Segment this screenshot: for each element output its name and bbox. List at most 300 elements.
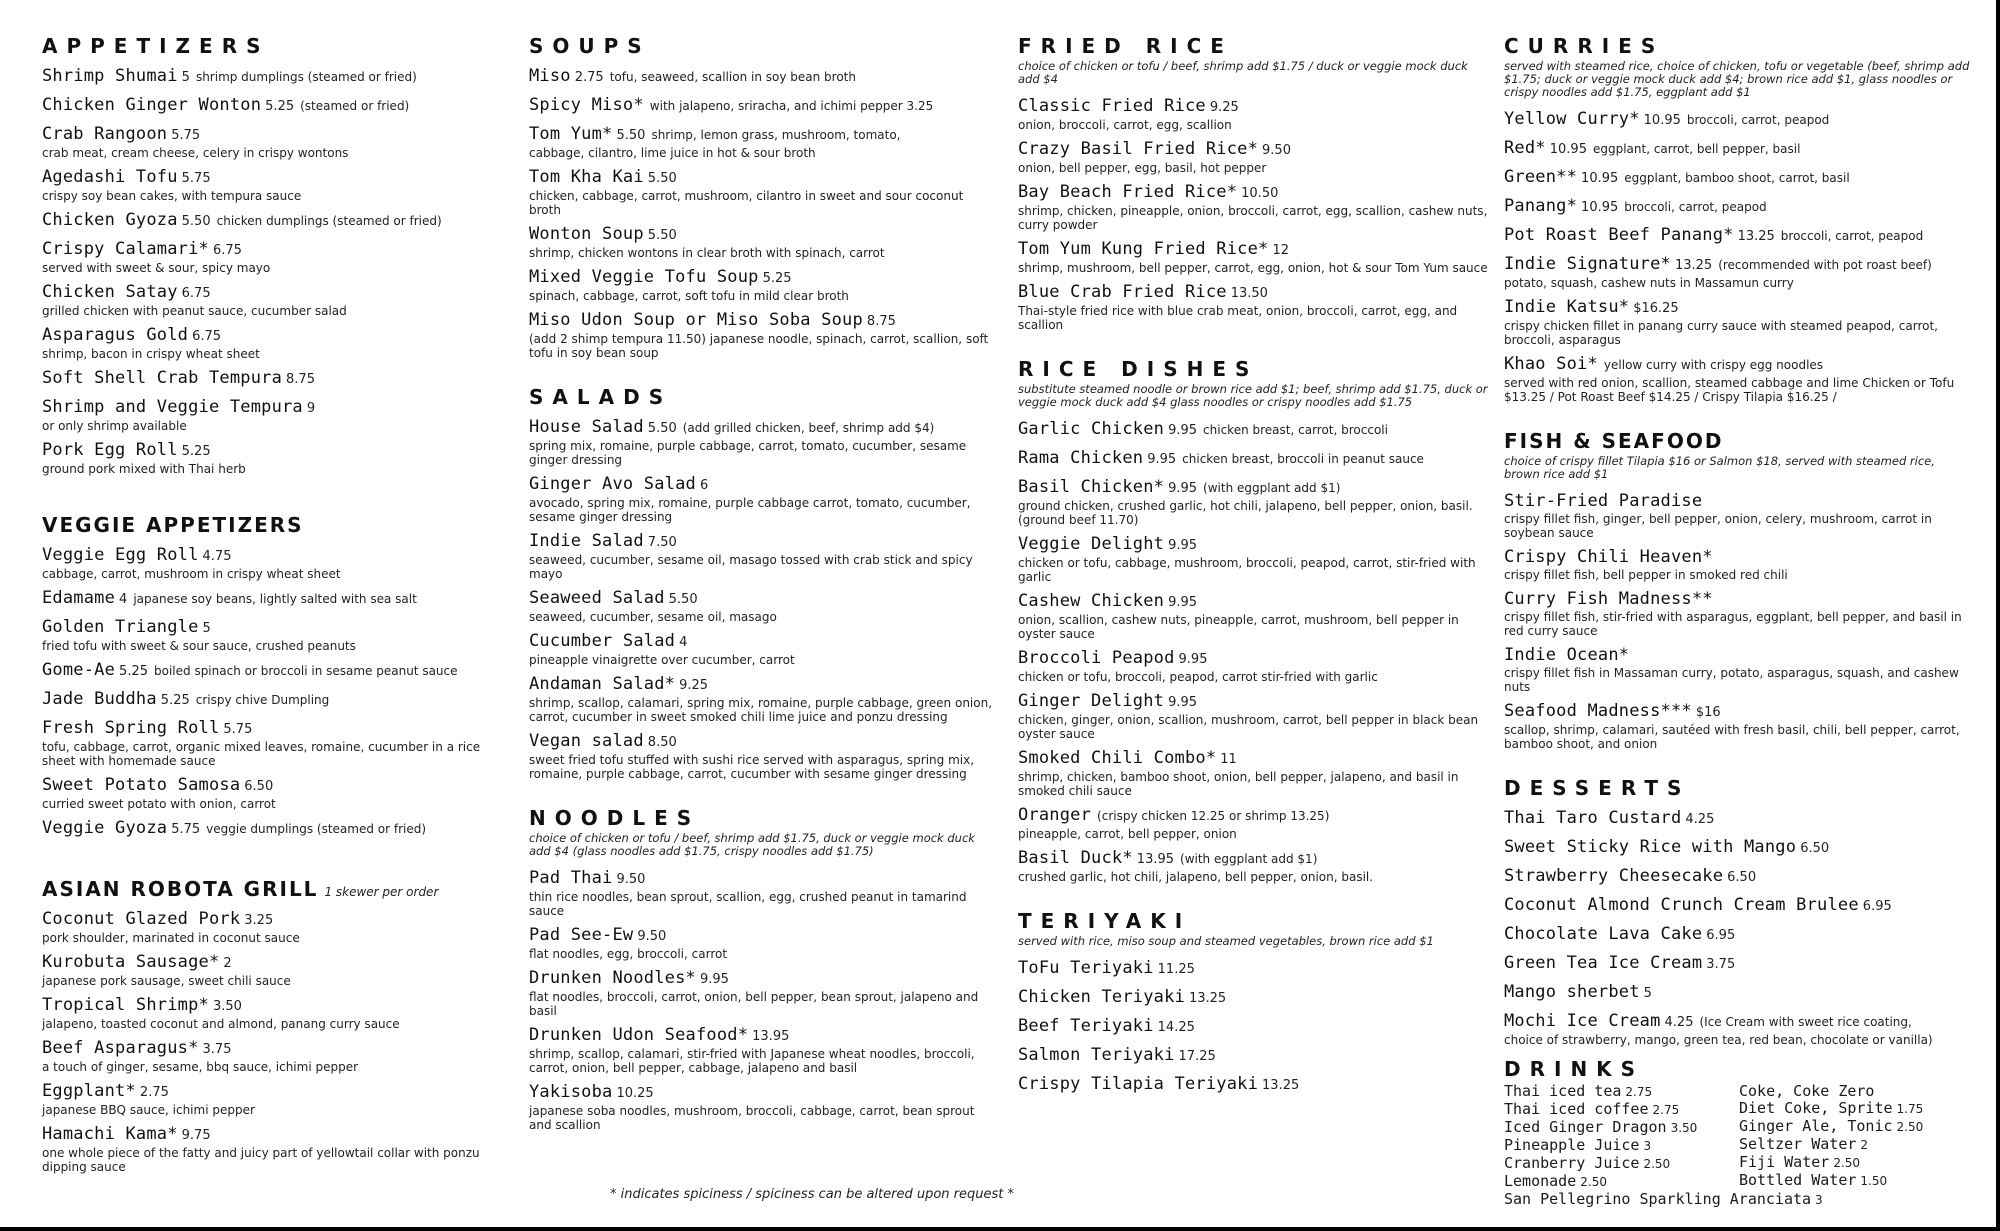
menu-item bbox=[1018, 691, 1488, 741]
menu-item bbox=[529, 95, 999, 117]
menu-item-price: 6.95 bbox=[1706, 928, 1736, 943]
drink-item bbox=[1739, 1100, 1974, 1118]
menu-item-description: crispy soy bean cakes, with tempura sauce bbox=[42, 189, 302, 203]
menu-item-name: Yellow Curry* bbox=[1504, 109, 1640, 129]
menu-item-price: 13.25 bbox=[1674, 258, 1713, 273]
menu-item-row bbox=[42, 660, 512, 682]
menu-item-row bbox=[1018, 448, 1488, 470]
section-title bbox=[529, 806, 999, 830]
menu-item-note: chicken dumplings (steamed or fried) bbox=[216, 214, 442, 228]
menu-item-row bbox=[42, 325, 512, 347]
menu-item-description: japanese pork sausage, sweet chili sauce bbox=[42, 974, 291, 988]
menu-item-price: 2 bbox=[223, 956, 232, 971]
menu-item-note: crispy chive Dumpling bbox=[195, 693, 330, 707]
menu-item-name: Wonton Soup bbox=[529, 224, 644, 244]
menu-item-row bbox=[42, 167, 512, 189]
menu-item bbox=[529, 66, 999, 88]
menu-item bbox=[1504, 924, 1974, 946]
section-title-text: VEGGIE APPETIZERS bbox=[42, 513, 304, 537]
menu-item-row bbox=[1018, 1016, 1488, 1038]
menu-item-row bbox=[1018, 1074, 1488, 1096]
menu-item-description: seaweed, cucumber, sesame oil, masago tossed with crab stick and spicy mayo bbox=[529, 553, 973, 581]
menu-item bbox=[1504, 491, 1974, 540]
menu-item-name: Indie Signature* bbox=[1504, 254, 1671, 274]
menu-item-name: Miso Udon Soup or Miso Soba Soup bbox=[529, 310, 863, 330]
menu-item-description: crab meat, cream cheese, celery in crispy wontons bbox=[42, 146, 349, 160]
menu-item-description: cabbage, carrot, mushroom in crispy wheat sheet bbox=[42, 567, 341, 581]
menu-item-price: 13.25 bbox=[1188, 991, 1227, 1006]
menu-item-price: 12 bbox=[1272, 243, 1289, 258]
menu-item-price: 5 bbox=[181, 70, 190, 85]
menu-item-price: 5.50 bbox=[181, 214, 211, 229]
menu-item-note: (Ice Cream with sweet rice coating, bbox=[1699, 1015, 1912, 1029]
menu-item-row bbox=[1018, 591, 1488, 613]
menu-item-price: 6.50 bbox=[1800, 841, 1830, 856]
menu-item bbox=[529, 310, 999, 360]
menu-item-row bbox=[529, 531, 999, 553]
menu-item-name: Seaweed Salad bbox=[529, 588, 665, 608]
menu-item-row bbox=[529, 968, 999, 990]
menu-section bbox=[1504, 429, 1974, 751]
menu-item-row bbox=[1504, 196, 1974, 218]
menu-item-note: veggie dumplings (steamed or fried) bbox=[206, 822, 427, 836]
menu-item-description: chicken or tofu, cabbage, mushroom, broccoli, peapod, carrot, stir-fried with garlic bbox=[1018, 556, 1476, 584]
menu-item-price: 8.75 bbox=[286, 372, 315, 387]
menu-item-description: japanese BBQ sauce, ichimi pepper bbox=[42, 1103, 255, 1117]
menu-item bbox=[1504, 589, 1974, 638]
menu-item-description: choice of strawberry, mango, green tea, red bean, chocolate or vanilla) bbox=[1504, 1033, 1933, 1047]
section-title-text: SALADS bbox=[529, 385, 673, 409]
menu-item-description: scallop, shrimp, calamari, sautéed with fresh basil, chili, bell pepper, carrot, bamboo shoot, and onion bbox=[1504, 723, 1960, 751]
menu-item-price: 13.25 bbox=[1262, 1078, 1300, 1093]
drink-price: 2.50 bbox=[1580, 1175, 1607, 1189]
menu-item-row bbox=[1018, 182, 1488, 204]
menu-item-row bbox=[1018, 1045, 1488, 1067]
menu-item-price: 9.95 bbox=[1168, 423, 1198, 438]
section-title bbox=[529, 385, 999, 409]
menu-item-name: Tropical Shrimp* bbox=[42, 995, 209, 1015]
menu-item-description: chicken, ginger, onion, scallion, mushroom, carrot, bell pepper in black bean oyster sauce bbox=[1018, 713, 1479, 741]
section-title-text: APPETIZERS bbox=[42, 34, 270, 58]
menu-item bbox=[1018, 534, 1488, 584]
menu-item-name: Beef Teriyaki bbox=[1018, 1016, 1154, 1036]
menu-item-price: 9.25 bbox=[679, 678, 709, 693]
menu-item-description: shrimp, mushroom, bell pepper, carrot, egg, onion, hot & sour Tom Yum sauce bbox=[1018, 261, 1488, 275]
menu-item-row bbox=[1018, 691, 1488, 713]
menu-item-row bbox=[1504, 138, 1974, 160]
section-note: substitute steamed noodle or brown rice add $1; beef, shrimp add $1.75, duck or veggie mock duck add $4 glass noodles or crispy noodles add $1.75 bbox=[1018, 382, 1488, 409]
menu-item bbox=[1018, 591, 1488, 641]
menu-item-row bbox=[1018, 648, 1488, 670]
menu-item-name: Seafood Madness*** bbox=[1504, 701, 1692, 721]
menu-item-name: Strawberry Cheesecake bbox=[1504, 866, 1724, 886]
menu-item-description: served with red onion, scallion, steamed cabbage and lime Chicken or Tofu $13.25 / Pot Roast Beef $14.25 / Crispy Tilapia $16.25 / bbox=[1504, 376, 1955, 404]
menu-item-row bbox=[529, 417, 999, 439]
menu-item-name: Gome-Ae bbox=[42, 660, 116, 680]
menu-item bbox=[42, 167, 512, 203]
menu-item-row bbox=[1504, 645, 1974, 666]
menu-section bbox=[42, 513, 512, 840]
menu-item-name: Veggie Delight bbox=[1018, 534, 1165, 554]
menu-item-description: (add 2 shimp tempura 11.50) japanese noodle, spinach, carrot, scallion, soft tofu in soy bean soup bbox=[529, 332, 989, 360]
menu-item-description: chicken, cabbage, carrot, mushroom, cilantro in sweet and sour coconut broth bbox=[529, 189, 964, 217]
menu-item-name: Curry Fish Madness** bbox=[1504, 589, 1713, 609]
menu-item bbox=[529, 1025, 999, 1075]
menu-section bbox=[1018, 357, 1488, 884]
section-title bbox=[1504, 1057, 1974, 1081]
menu-item-row bbox=[1504, 953, 1974, 975]
menu-item-row bbox=[42, 775, 512, 797]
menu-item-price: 10.50 bbox=[1241, 186, 1279, 201]
menu-item-price: $16.25 bbox=[1633, 301, 1679, 316]
menu-item bbox=[42, 210, 512, 232]
menu-item-row bbox=[529, 925, 999, 947]
menu-section bbox=[1504, 34, 1974, 404]
drink-price: 3.50 bbox=[1670, 1121, 1698, 1135]
drink-name: Coke, Coke Zero bbox=[1739, 1082, 1875, 1100]
menu-item bbox=[1504, 895, 1974, 917]
menu-item-price: 14.25 bbox=[1157, 1020, 1195, 1035]
menu-item-name: Classic Fried Rice bbox=[1018, 96, 1206, 116]
menu-item-description: shrimp, chicken wontons in clear broth with spinach, carrot bbox=[529, 246, 885, 260]
section-title-text: FISH & SEAFOOD bbox=[1504, 429, 1724, 453]
menu-item-note: shrimp dumplings (steamed or fried) bbox=[195, 70, 417, 84]
menu-item-name: Vegan salad bbox=[529, 731, 644, 751]
menu-item-row bbox=[42, 617, 512, 639]
menu-item-row bbox=[529, 224, 999, 246]
menu-item-price: 9 bbox=[306, 401, 316, 416]
menu-item-price: 9.50 bbox=[637, 929, 667, 944]
drink-item bbox=[1739, 1118, 1974, 1136]
menu-item bbox=[1504, 297, 1974, 347]
menu-item-price: 9.95 bbox=[1147, 452, 1177, 467]
menu-item bbox=[1018, 648, 1488, 684]
menu-item-row bbox=[529, 95, 999, 117]
section-title bbox=[42, 877, 512, 901]
drink-item bbox=[1504, 1119, 1739, 1137]
menu-item-note: broccoli, carrot, peapod bbox=[1624, 200, 1767, 214]
menu-item-row bbox=[529, 868, 999, 890]
menu-item-name: Drunken Noodles* bbox=[529, 968, 696, 988]
menu-item-description: seaweed, cucumber, sesame oil, masago bbox=[529, 610, 777, 624]
menu-item-description: thin rice noodles, bean sprout, scallion, egg, crushed peanut in tamarind sauce bbox=[529, 890, 967, 918]
menu-item-note: eggplant, carrot, bell pepper, basil bbox=[1592, 142, 1801, 156]
menu-item-price: 9.95 bbox=[1168, 595, 1198, 610]
section-title-text: CURRIES bbox=[1504, 34, 1665, 58]
drink-item bbox=[1504, 1101, 1739, 1119]
menu-item-price: 7.50 bbox=[647, 535, 677, 550]
menu-item-row bbox=[529, 267, 999, 289]
drink-name: Seltzer Water bbox=[1739, 1135, 1857, 1153]
menu-item-price: 13.95 bbox=[752, 1029, 790, 1044]
menu-item bbox=[1504, 109, 1974, 131]
menu-item-name: ToFu Teriyaki bbox=[1018, 958, 1154, 978]
menu-item-name: Crispy Chili Heaven* bbox=[1504, 547, 1713, 567]
drinks-column-left bbox=[1504, 1083, 1739, 1191]
menu-item-price: 4.25 bbox=[1685, 812, 1715, 827]
menu-item bbox=[529, 124, 999, 160]
menu-item-name: Hamachi Kama* bbox=[42, 1124, 178, 1144]
section-title bbox=[42, 34, 512, 58]
section-title bbox=[1018, 357, 1488, 381]
menu-item-price: 3.50 bbox=[212, 999, 242, 1014]
menu-item-row bbox=[42, 995, 512, 1017]
page-border-bottom bbox=[0, 1227, 2000, 1231]
menu-item-row bbox=[42, 952, 512, 974]
menu-item-price: 9.95 bbox=[699, 972, 729, 987]
menu-item-note: yellow curry with crispy egg noodles bbox=[1603, 358, 1824, 372]
menu-column-4 bbox=[1504, 34, 1974, 1209]
menu-item-row bbox=[42, 1038, 512, 1060]
menu-item-row bbox=[42, 210, 512, 232]
menu-item-row bbox=[1504, 982, 1974, 1004]
menu-item-row bbox=[529, 124, 999, 146]
menu-section bbox=[42, 877, 512, 1174]
menu-item-description: japanese soba noodles, mushroom, broccoli, cabbage, carrot, bean sprout and scallion bbox=[529, 1104, 975, 1132]
menu-item-row bbox=[42, 397, 512, 419]
menu-item-description: crispy fillet fish, ginger, bell pepper, onion, celery, mushroom, carrot in soybean sauce bbox=[1504, 512, 1932, 540]
menu-item-row bbox=[1018, 848, 1488, 870]
menu-item-description: spinach, cabbage, carrot, soft tofu in mild clear broth bbox=[529, 289, 849, 303]
menu-item-row bbox=[1018, 958, 1488, 980]
menu-item-name: Chicken Gyoza bbox=[42, 210, 178, 230]
menu-item-name: Crispy Calamari* bbox=[42, 239, 209, 259]
menu-item-description: crispy fillet fish in Massaman curry, potato, asparagus, squash, and cashew nuts bbox=[1504, 666, 1959, 694]
menu-item bbox=[1018, 96, 1488, 132]
menu-item-row bbox=[1504, 866, 1974, 888]
menu-item-name: Pad See-Ew bbox=[529, 925, 634, 945]
menu-item-name: Bay Beach Fried Rice* bbox=[1018, 182, 1238, 202]
menu-item-price: 5.50 bbox=[616, 128, 646, 143]
menu-item-row bbox=[529, 588, 999, 610]
menu-item-name: Miso bbox=[529, 66, 571, 86]
menu-item-name: Sweet Potato Samosa bbox=[42, 775, 241, 795]
menu-item bbox=[1504, 167, 1974, 189]
menu-item bbox=[1018, 805, 1488, 841]
menu-item bbox=[1018, 182, 1488, 232]
menu-item-price: 5.25 bbox=[160, 693, 190, 708]
menu-item-name: Veggie Egg Roll bbox=[42, 545, 199, 565]
menu-item-price: 8.75 bbox=[866, 314, 896, 329]
menu-item bbox=[529, 588, 999, 624]
drink-item bbox=[1504, 1173, 1739, 1191]
menu-item-name: Smoked Chili Combo* bbox=[1018, 748, 1217, 768]
menu-item-description: crushed garlic, hot chili, jalapeno, bell pepper, onion, basil. bbox=[1018, 870, 1374, 884]
menu-item-name: Mango sherbet bbox=[1504, 982, 1640, 1002]
menu-item-price: 4.75 bbox=[202, 549, 232, 564]
menu-item-row bbox=[42, 440, 512, 462]
menu-item-name: Chicken Satay bbox=[42, 282, 178, 302]
menu-item-description: flat noodles, broccoli, carrot, onion, bell pepper, bean sprout, jalapeno and basil bbox=[529, 990, 979, 1018]
drink-item bbox=[1739, 1172, 1974, 1190]
drink-name: Lemonade bbox=[1504, 1172, 1577, 1190]
menu-item-description: Thai-style fried rice with blue crab meat, onion, broccoli, carrot, egg, and scallion bbox=[1018, 304, 1458, 332]
menu-item-row bbox=[1504, 837, 1974, 859]
menu-item-name: Broccoli Peapod bbox=[1018, 648, 1175, 668]
drink-item bbox=[1504, 1155, 1739, 1173]
drink-price: 3 bbox=[1815, 1193, 1823, 1207]
menu-item-row bbox=[529, 631, 999, 653]
drink-name: Iced Ginger Dragon bbox=[1504, 1118, 1667, 1136]
drink-price: 3 bbox=[1643, 1139, 1652, 1153]
menu-item-name: Asparagus Gold bbox=[42, 325, 189, 345]
menu-item bbox=[1504, 837, 1974, 859]
section-title-text: TERIYAKI bbox=[1018, 909, 1192, 933]
menu-item-price: 11 bbox=[1220, 752, 1237, 767]
menu-item-row bbox=[1504, 167, 1974, 189]
menu-item-row bbox=[42, 909, 512, 931]
menu-item-description: flat noodles, egg, broccoli, carrot bbox=[529, 947, 728, 961]
menu-item-description: shrimp, chicken, pineapple, onion, broccoli, carrot, egg, scallion, cashew nuts, curry powder bbox=[1018, 204, 1488, 232]
menu-item-name: Tom Yum* bbox=[529, 124, 613, 144]
menu-item bbox=[1504, 196, 1974, 218]
menu-item-name: Crazy Basil Fried Rice* bbox=[1018, 139, 1259, 159]
menu-item bbox=[1504, 354, 1974, 404]
menu-item-name: Cucumber Salad bbox=[529, 631, 676, 651]
menu-item-name: Cashew Chicken bbox=[1018, 591, 1165, 611]
menu-item-description: ground pork mixed with Thai herb bbox=[42, 462, 246, 476]
menu-item-description: shrimp, chicken, bamboo shoot, onion, bell pepper, jalapeno, and basil in smoked chili sauce bbox=[1018, 770, 1459, 798]
menu-item bbox=[529, 1082, 999, 1132]
menu-item-name: Pot Roast Beef Panang* bbox=[1504, 225, 1734, 245]
menu-item-description: avocado, spring mix, romaine, purple cabbage carrot, tomato, cucumber, sesame ginger dressing bbox=[529, 496, 971, 524]
menu-item-row bbox=[1504, 297, 1974, 319]
menu-item-price: 13.50 bbox=[1230, 286, 1268, 301]
menu-item-price: 5 bbox=[1643, 986, 1652, 1001]
menu-item-note: (crispy chicken 12.25 or shrimp 13.25) bbox=[1097, 809, 1330, 823]
menu-item-row bbox=[529, 167, 999, 189]
drink-price: 2.50 bbox=[1643, 1157, 1671, 1171]
menu-item-row bbox=[1018, 419, 1488, 441]
menu-item-row bbox=[1504, 1011, 1974, 1033]
drink-name: Fiji Water bbox=[1739, 1153, 1830, 1171]
menu-item-price: 6.50 bbox=[1727, 870, 1757, 885]
section-title-note: 1 skewer per order bbox=[324, 885, 439, 899]
menu-item-description: pineapple, carrot, bell pepper, onion bbox=[1018, 827, 1237, 841]
menu-item-note: with jalapeno, sriracha, and ichimi pepper 3.25 bbox=[649, 99, 934, 113]
menu-item-name: Rama Chicken bbox=[1018, 448, 1144, 468]
menu-item bbox=[42, 718, 512, 768]
menu-item-name: Beef Asparagus* bbox=[42, 1038, 199, 1058]
menu-section bbox=[42, 34, 512, 476]
menu-item-row bbox=[529, 1025, 999, 1047]
menu-item-price: 9.25 bbox=[1209, 100, 1239, 115]
menu-item-row bbox=[1504, 924, 1974, 946]
menu-item-note: (with eggplant add $1) bbox=[1180, 852, 1318, 866]
menu-item-description: tofu, cabbage, carrot, organic mixed leaves, romaine, cucumber in a rice sheet with homemade sauce bbox=[42, 740, 481, 768]
menu-item-price: 5.25 bbox=[265, 99, 295, 114]
section-title-text: NOODLES bbox=[529, 806, 701, 830]
menu-item-name: Chocolate Lava Cake bbox=[1504, 924, 1703, 944]
menu-item-price: 3.25 bbox=[244, 913, 274, 928]
menu-item bbox=[1504, 953, 1974, 975]
menu-item-name: Jade Buddha bbox=[42, 689, 157, 709]
menu-item-row bbox=[529, 674, 999, 696]
menu-item-price: 5.75 bbox=[171, 822, 201, 837]
menu-item bbox=[529, 417, 999, 467]
menu-item-price: 6.50 bbox=[244, 779, 274, 794]
menu-item-price: 5.25 bbox=[762, 271, 792, 286]
menu-item-note: (recommended with pot roast beef) bbox=[1718, 258, 1932, 272]
drink-price: 1.75 bbox=[1896, 1102, 1924, 1116]
menu-item bbox=[529, 531, 999, 581]
menu-item-name: Salmon Teriyaki bbox=[1018, 1045, 1175, 1065]
menu-item-description: onion, broccoli, carrot, egg, scallion bbox=[1018, 118, 1232, 132]
menu-item-price: 11.25 bbox=[1157, 962, 1195, 977]
section-title bbox=[1018, 909, 1488, 933]
menu-item-name: Blue Crab Fried Rice bbox=[1018, 282, 1227, 302]
menu-item-row bbox=[1504, 547, 1974, 568]
menu-item-note: broccoli, carrot, peapod bbox=[1780, 229, 1924, 243]
menu-item-row bbox=[1018, 805, 1488, 827]
menu-item-row bbox=[42, 368, 512, 390]
menu-item-price: 4 bbox=[679, 635, 688, 650]
menu-section bbox=[1018, 909, 1488, 1096]
menu-item-description: pineapple vinaigrette over cucumber, carrot bbox=[529, 653, 795, 667]
menu-item-name: Coconut Almond Crunch Cream Brulee bbox=[1504, 895, 1859, 915]
menu-item-description: onion, scallion, cashew nuts, pineapple, carrot, mushroom, bell pepper in oyster sauce bbox=[1018, 613, 1459, 641]
menu-item-price: 5.25 bbox=[181, 444, 211, 459]
menu-item-price: 6 bbox=[699, 478, 709, 493]
menu-item-row bbox=[42, 239, 512, 261]
menu-item-description: curried sweet potato with onion, carrot bbox=[42, 797, 276, 811]
menu-item-name: Shrimp Shumai bbox=[42, 66, 178, 86]
menu-item-description: ground chicken, crushed garlic, hot chili, jalapeno, bell pepper, onion, basil. (ground beef 11.70) bbox=[1018, 499, 1473, 527]
menu-item-description: sweet fried tofu stuffed with sushi rice served with asparagus, spring mix, romaine, purple cabbage, carrot, cucumber with sesame ginger dressing bbox=[529, 753, 975, 781]
menu-item-price: 5.50 bbox=[668, 592, 698, 607]
menu-item-row bbox=[42, 718, 512, 740]
menu-item-note: chicken breast, carrot, broccoli bbox=[1203, 423, 1388, 437]
menu-item bbox=[1504, 808, 1974, 830]
menu-item-row bbox=[42, 124, 512, 146]
drink-name: Pineapple Juice bbox=[1504, 1136, 1640, 1154]
menu-item-price: 2.75 bbox=[139, 1085, 169, 1100]
drink-item bbox=[1739, 1136, 1974, 1154]
menu-item-note: (steamed or fried) bbox=[300, 99, 410, 113]
menu-item bbox=[42, 995, 512, 1031]
menu-item-price: 13.25 bbox=[1737, 229, 1775, 244]
menu-item-price: 9.50 bbox=[616, 872, 646, 887]
menu-item-name: Coconut Glazed Pork bbox=[42, 909, 241, 929]
menu-item-name: Sweet Sticky Rice with Mango bbox=[1504, 837, 1797, 857]
drink-price: 2.50 bbox=[1833, 1156, 1861, 1170]
menu-item-price: 10.25 bbox=[616, 1086, 654, 1101]
drink-price: 2.50 bbox=[1896, 1120, 1924, 1134]
menu-item-row bbox=[1504, 808, 1974, 830]
menu-item-price: 9.95 bbox=[1168, 695, 1198, 710]
drinks-list bbox=[1504, 1083, 1974, 1191]
menu-item bbox=[42, 368, 512, 390]
menu-item-description: jalapeno, toasted coconut and almond, panang curry sauce bbox=[42, 1017, 400, 1031]
menu-item-row bbox=[529, 66, 999, 88]
menu-section bbox=[529, 385, 999, 781]
drink-name: Ginger Ale, Tonic bbox=[1739, 1117, 1893, 1135]
menu-item-row bbox=[1504, 225, 1974, 247]
menu-item bbox=[1504, 547, 1974, 582]
menu-item-name: Ginger Delight bbox=[1018, 691, 1165, 711]
menu-item-price: 5.75 bbox=[181, 171, 211, 186]
menu-item bbox=[42, 397, 512, 433]
menu-item-name: Indie Salad bbox=[529, 531, 644, 551]
menu-item-name: Red* bbox=[1504, 138, 1546, 158]
menu-item-name: Soft Shell Crab Tempura bbox=[42, 368, 283, 388]
menu-item-name: Kurobuta Sausage* bbox=[42, 952, 220, 972]
menu-item-name: Crispy Tilapia Teriyaki bbox=[1018, 1074, 1259, 1094]
menu-item-name: Mixed Veggie Tofu Soup bbox=[529, 267, 759, 287]
menu-item-description: served with sweet & sour, spicy mayo bbox=[42, 261, 271, 275]
menu-item-price: 10.95 bbox=[1581, 171, 1619, 186]
menu-item bbox=[42, 952, 512, 988]
